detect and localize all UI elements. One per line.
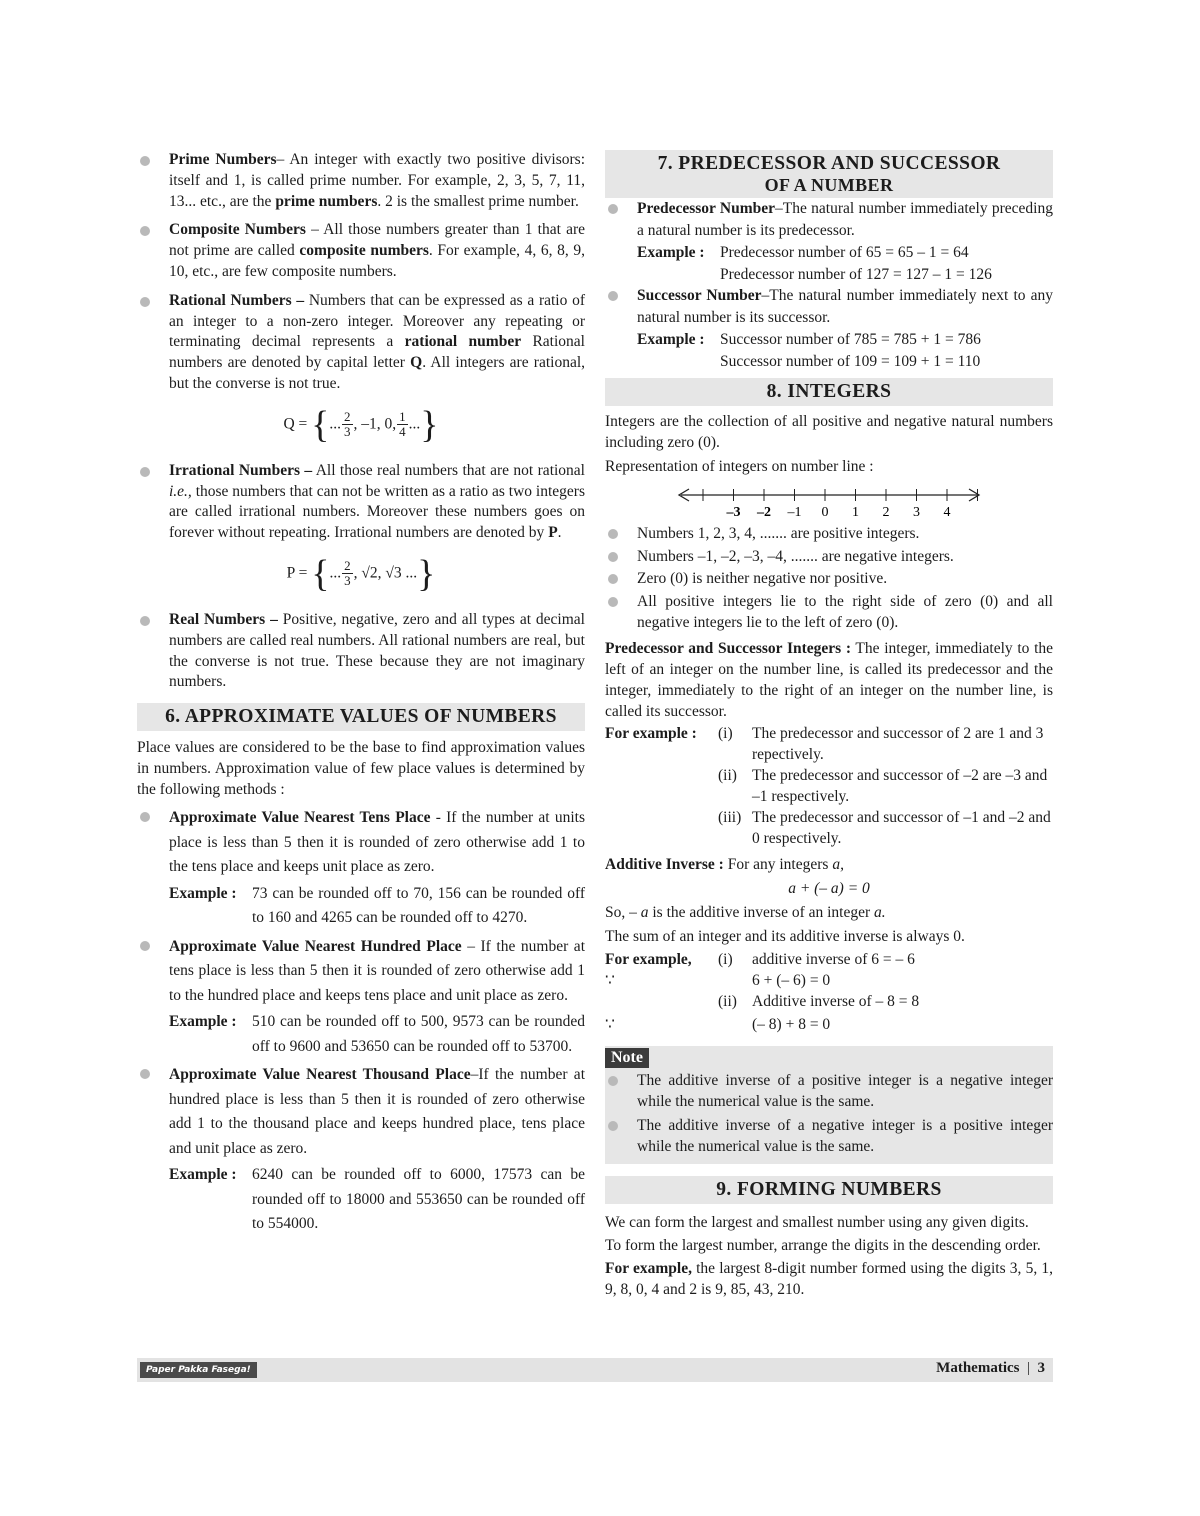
bullet-icon (140, 297, 150, 307)
list-item-successor: Successor Number–The natural number immediately next to any natural number is its successor. (605, 285, 1053, 328)
pred-succ-integers: Predecessor and Successor Integers : The integer, immediately to the left of an integer on the number line, is called its predecessor and the integer, immediately to the right of an integer on the number line, is called its successor. (605, 639, 1054, 720)
section-9-heading: 9. FORMING NUMBERS (605, 1176, 1053, 1204)
number-line-label: –2 (757, 505, 771, 519)
note-box (605, 1046, 1053, 1164)
set-p-equation: P = {... $\frac{2}{3}$ , √2, √3 ...} (286, 552, 436, 595)
section-9-p2: To form the largest number, arrange the digits in the descending order. (605, 1236, 1041, 1254)
list-item: Zero (0) is neither negative nor positive. (605, 568, 1053, 590)
number-line-label: –1 (787, 505, 802, 519)
additive-inverse: Additive Inverse : For any integers a, (605, 855, 844, 873)
left-column (137, 150, 585, 1241)
publisher-logo: Paper Pakka Fasega! (140, 1362, 257, 1378)
list-item: All positive integers lie to the right side of zero (0) and all negative integers lie to the left of zero (0). (605, 591, 1053, 634)
integer-facts-list (605, 523, 1053, 634)
list-item-composite: Composite Numbers – All those numbers greater than 1 that are not prime are called composite numbers. For example, 4, 6, 8, 9, 10, etc., are few composite numbers. (137, 220, 585, 282)
bullet-icon (140, 616, 150, 626)
note-tag: Note (605, 1048, 649, 1068)
example-tens: Example : 73 can be rounded off to 70, 156 can be rounded off to 160 and 4265 can be rounded off to 4270. (169, 884, 585, 927)
list-item-predecessor: Predecessor Number–The natural number immediately preceding a natural number is its predecessor. (605, 198, 1053, 241)
page-number: Mathematics | 3 (936, 1360, 1045, 1376)
number-line-label: –3 (726, 505, 741, 519)
list-item-rational: Rational Numbers – Numbers that can be expressed as a ratio of an integer to a non-zero integer. Moreover any repeating or terminating decimal represents a rational number Rational numbers are denoted by capital letter Q. All integers are rational, but the converse is not true. (137, 291, 585, 395)
number-line-label: 1 (852, 505, 859, 519)
bullet-icon (140, 941, 150, 951)
section-6-heading: 6. APPROXIMATE VALUES OF NUMBERS (137, 703, 585, 731)
set-q-equation: Q = {... $\frac{2}{3}$ , –1, 0, $\frac{1}{4}$ ...} (283, 403, 439, 446)
number-line-label: 4 (943, 505, 951, 519)
note-item: The additive inverse of a negative integer is a positive integer while the numerical value is the same. (605, 1115, 1053, 1158)
list-item-real: Real Numbers – Positive, negative, zero and all types at decimal numbers are called real numbers. All rational numbers are real, but the converse is not true. These because they are not imaginary numbers. (137, 610, 585, 693)
example-predecessor: Example : Predecessor number of 65 = 65 – 1 = 64 Predecessor number of 127 = 127 – 1 = 126 (637, 244, 992, 283)
bullet-icon (608, 204, 618, 214)
bullet-icon (608, 552, 618, 562)
page-footer (137, 1358, 1053, 1382)
additive-inverse-equation: a + (– a) = 0 (788, 879, 870, 897)
additive-inverse-so: So, – a is the additive inverse of an integer a. (605, 903, 886, 921)
section-7-heading: 7. PREDECESSOR AND SUCCESSOR OF A NUMBER (605, 150, 1053, 198)
section-8-heading: 8. INTEGERS (605, 378, 1053, 406)
number-line (675, 483, 985, 519)
list-item-tens: Approximate Value Nearest Tens Place - If the number at units place is less than 5 then it is rounded of zero otherwise add 1 to the tens place and keeps unit place as zero. (137, 806, 585, 880)
bullet-icon (608, 291, 618, 301)
right-column (605, 150, 1053, 1300)
bullet-icon (608, 1121, 618, 1131)
number-line-label: 2 (882, 505, 890, 519)
list-item: Numbers 1, 2, 3, 4, ....... are positive integers. (605, 523, 1053, 545)
example-thousand: Example : 6240 can be rounded off to 6000, 17573 can be rounded off to 18000 and 553650 can be rounded off to 554000. (169, 1166, 585, 1233)
bullet-icon (608, 597, 618, 607)
section-9-p3: For example, the largest 8-digit number formed using the digits 3, 5, 1, 9, 8, 0, 4 and 2 is 9, 85, 43, 210. (605, 1259, 1053, 1298)
note-item: The additive inverse of a positive integer is a negative integer while the numerical value is the same. (605, 1070, 1053, 1113)
pred-succ-examples: For example : (i) The predecessor and successor of 2 are 1 and 3 repectively. (ii) The predecessor and successor of –2 are –3 and –1 respectively. (iii) The predecessor and successor of –1 and –2 and 0 respectively. (605, 724, 1051, 847)
number-line-caption: Representation of integers on number line : (605, 458, 874, 475)
term: Prime Numbers (169, 151, 277, 168)
additive-inverse-examples: For example, (i) additive inverse of 6 = – 6 ∵ 6 + (– 6) = 0 (ii) Additive inverse of – 8 = 8 ∵ (– 8) + 8 = 0 (605, 950, 920, 1033)
example-hundred: Example : 510 can be rounded off to 500, 9573 can be rounded off to 9600 and 53650 can be rounded off to 53700. (169, 1013, 585, 1055)
bullet-icon (140, 226, 150, 236)
bullet-icon (608, 529, 618, 539)
list-item-thousand: Approximate Value Nearest Thousand Place–If the number at hundred place is less than 5 then it is rounded of zero otherwise add 1 to the thousand place and keeps hundred place, tens place and unit place as zero. (137, 1063, 585, 1161)
bullet-icon (140, 812, 150, 822)
bullet-icon (608, 574, 618, 584)
section-8-intro: Integers are the collection of all positive and negative natural numbers including zero (0). (605, 413, 1053, 451)
section-9-p1: We can form the largest and smallest number using any given digits. (605, 1213, 1029, 1231)
section-6-intro: Place values are considered to be the base to find approximation values in numbers. Approximation value of few place values is determined by the following methods : (137, 739, 585, 799)
number-line-label: 0 (821, 505, 829, 519)
bullet-icon (140, 1069, 150, 1079)
bullet-icon (140, 156, 150, 166)
example-successor: Example : Successor number of 785 = 785 + 1 = 786 Successor number of 109 = 109 + 1 = 110 (637, 331, 981, 370)
bullet-icon (608, 1076, 618, 1086)
list-item-prime: Prime Numbers– An integer with exactly two positive divisors: itself and 1, is called prime number. For example, 2, 3, 5, 7, 11, 13... etc., are the prime numbers. 2 is the smallest prime number. (137, 150, 585, 212)
bullet-icon (140, 467, 150, 477)
list-item: Numbers –1, –2, –3, –4, ....... are negative integers. (605, 546, 1053, 568)
list-item-irrational: Irrational Numbers – All those real numbers that are not rational i.e., those numbers that can not be written as a ratio as two integers are called irrational numbers. Moreover these numbers goes on forever without repeating. Irrational numbers are denoted by P. (137, 461, 585, 544)
list-item-hundred: Approximate Value Nearest Hundred Place – If the number at tens place is less than 5 then it is rounded of zero otherwise add 1 to the hundred place and keeps tens place and unit place as zero. (137, 935, 585, 1009)
number-line-label: 3 (913, 505, 920, 519)
additive-inverse-sum: The sum of an integer and its additive inverse is always 0. (605, 927, 965, 945)
